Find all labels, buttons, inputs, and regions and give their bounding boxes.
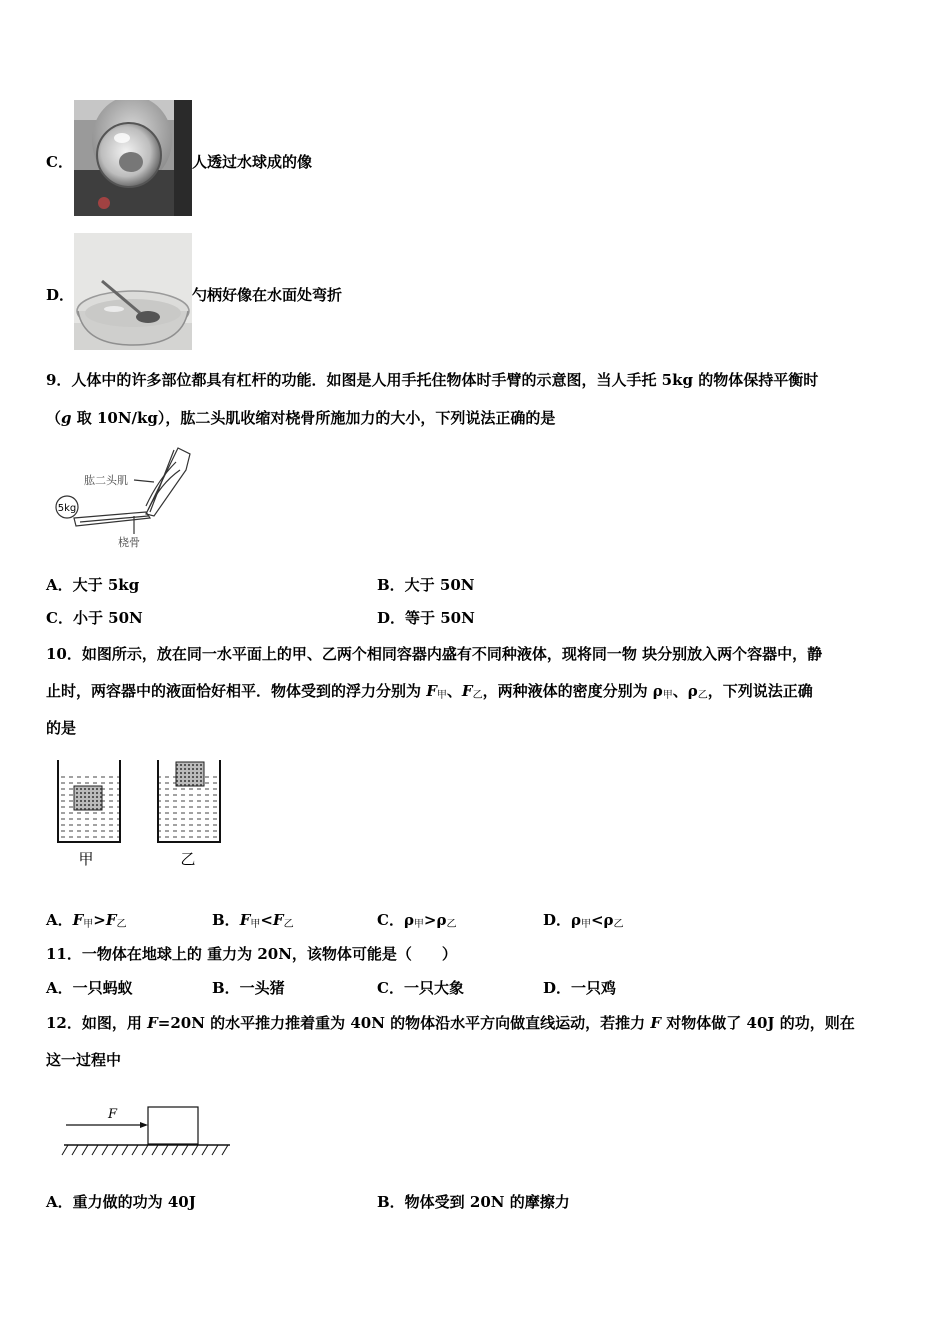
q11-option-b: B．一头猪 [212,979,285,997]
push-block-diagram [60,1100,240,1164]
q9-option-d: D．等于 50N [377,609,475,627]
bone-label: 桡骨 [118,536,140,549]
option-d-text: 勺柄好像在水面处弯折 [192,286,343,304]
q12-option-a: A．重力做的功为 40J [46,1193,196,1211]
option-c-text: 人透过水球成的像 [192,153,313,171]
q10-option-b: B．$F_甲<F_乙$ [212,911,294,930]
q10-option-d: D．$\rho_甲<\rho_乙$ [543,911,624,930]
q10-option-c: C．$\rho_甲>\rho_乙$ [377,911,457,930]
muscle-label: 肱二头肌 [84,474,128,487]
two-containers-diagram [52,756,232,872]
mass-label: 5kg [57,503,77,514]
q12-line2: 这一过程中 [46,1051,122,1069]
q10-line1: 10．如图所示，放在同一水平面上的甲、乙两个相同容器内盛有不同种液体，现将同一物 块分别放入两个容器中，静 [46,645,823,663]
option-d-label: D． [46,286,75,304]
container-jia-label: 甲 [78,850,94,868]
container-yi-label: 乙 [180,850,196,868]
q11-option-d: D．一只鸡 [543,979,617,997]
option-c-label: C． [46,153,73,171]
water-ball-photo [74,100,192,216]
q12-line1: 12．如图，用 F=20N 的水平推力推着重为 40N 的物体沿水平方向做直线运动，若推力 F 对物体做了 40J 的功，则在 [46,1014,855,1032]
q9-option-c: C．小于 50N [46,609,143,627]
q11-option-a: A．一只蚂蚁 [46,979,133,997]
arm-lever-diagram [50,440,200,552]
q9-line1: 9．人体中的许多部位都具有杠杆的功能．如图是人用手托住物体时手臂的示意图，当人手托 5kg 的物体保持平衡时 [46,371,819,389]
q10-line2: 止时，两容器中的液面恰好相平．物体受到的浮力分别为 $F_甲$、$F_乙$，两种液体的密度分别为 $\rho_甲$、$\rho_乙$，下列说法正确 [46,682,813,701]
q10-line3: 的是 [46,719,77,737]
q9-line2: （g 取 10N/kg），肱二头肌收缩对桡骨所施加力的大小，下列说法正确的是 [46,409,556,427]
q11-option-c: C．一只大象 [377,979,464,997]
q9-option-b: B．大于 50N [377,576,475,594]
q10-option-a: A．$F_甲>F_乙$ [46,911,127,930]
q11-line1: 11．一物体在地球上的 重力为 20N，该物体可能是（ ） [46,945,457,963]
q12-option-b: B．物体受到 20N 的摩擦力 [377,1193,570,1211]
q9-option-a: A．大于 5kg [46,576,140,594]
force-label: F [108,1107,118,1122]
spoon-in-water-photo [74,233,192,350]
